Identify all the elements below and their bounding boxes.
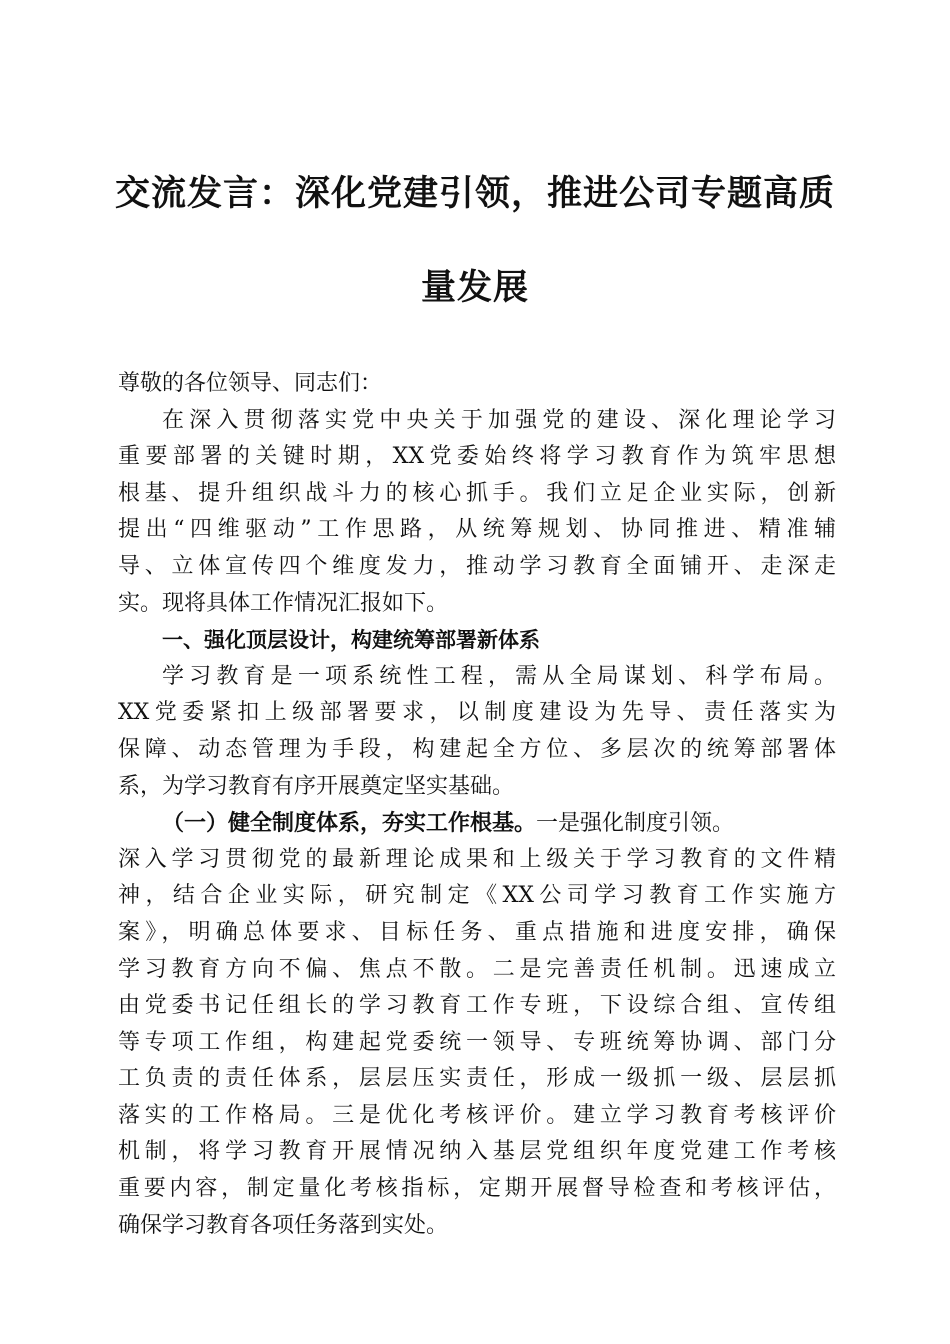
subsection-1-line: 等专项工作组，构建起党委统一领导、专班统筹协调、部门分: [118, 1029, 836, 1055]
salutation: 尊敬的各位领导、同志们：: [118, 371, 383, 396]
intro-line: 提出“四维驱动”工作思路，从统筹规划、协同推进、精准辅: [118, 517, 836, 543]
subsection-1-line: 重要内容，制定量化考核指标，定期开展督导检查和考核评估，: [118, 1176, 836, 1202]
document-title-line-2: 量发展: [420, 267, 529, 308]
subsection-1-line: 由党委书记任组长的学习教育工作专班，下设综合组、宣传组: [118, 993, 836, 1019]
subsection-1-line: 确保学习教育各项任务落到实处。: [118, 1212, 449, 1238]
subsection-1-line: 深入学习贯彻党的最新理论成果和上级关于学习教育的文件精: [118, 846, 836, 872]
section-1-heading: 一、强化顶层设计，构建统筹部署新体系: [162, 628, 540, 653]
intro-line: 实。现将具体工作情况汇报如下。: [118, 590, 449, 616]
intro-line: 导、立体宣传四个维度发力，推动学习教育全面铺开、走深走: [118, 553, 836, 579]
document-title-line-1: 交流发言：深化党建引领，推进公司专题高质: [114, 173, 835, 214]
section-1-line: XX党委紧扣上级部署要求，以制度建设为先导、责任落实为: [118, 700, 836, 726]
section-1-line: 学习教育是一项系统性工程，需从全局谋划、科学布局。: [162, 663, 836, 689]
subsection-1-line: 工负责的责任体系，层层压实责任，形成一级抓一级、层层抓: [118, 1066, 836, 1092]
subsection-1-line: 案》，明确总体要求、目标任务、重点措施和进度安排，确保: [118, 919, 836, 945]
subsection-1-heading: （一）健全制度体系，夯实工作根基。: [162, 810, 537, 837]
subsection-1-line: 落实的工作格局。三是优化考核评价。建立学习教育考核评价: [118, 1102, 836, 1128]
section-1-line: 保障、动态管理为手段，构建起全方位、多层次的统筹部署体: [118, 736, 836, 762]
subsection-1-first-line: [118, 805, 836, 842]
intro-line: 在深入贯彻落实党中央关于加强党的建设、深化理论学习: [162, 407, 836, 433]
section-1-line: 系，为学习教育有序开展奠定坚实基础。: [118, 773, 515, 799]
intro-line: 重要部署的关键时期，XX党委始终将学习教育作为筑牢思想: [118, 444, 836, 470]
subsection-1-first-line-rest: 一是强化制度引领。: [536, 811, 735, 837]
intro-line: 根基、提升组织战斗力的核心抓手。我们立足企业实际，创新: [118, 480, 836, 506]
subsection-1-line: 学习教育方向不偏、焦点不散。二是完善责任机制。迅速成立: [118, 956, 836, 982]
subsection-1-line: 机制，将学习教育开展情况纳入基层党组织年度党建工作考核: [118, 1139, 836, 1165]
subsection-1-line: 神，结合企业实际，研究制定《XX公司学习教育工作实施方: [118, 883, 836, 909]
document-body: [118, 366, 836, 1244]
